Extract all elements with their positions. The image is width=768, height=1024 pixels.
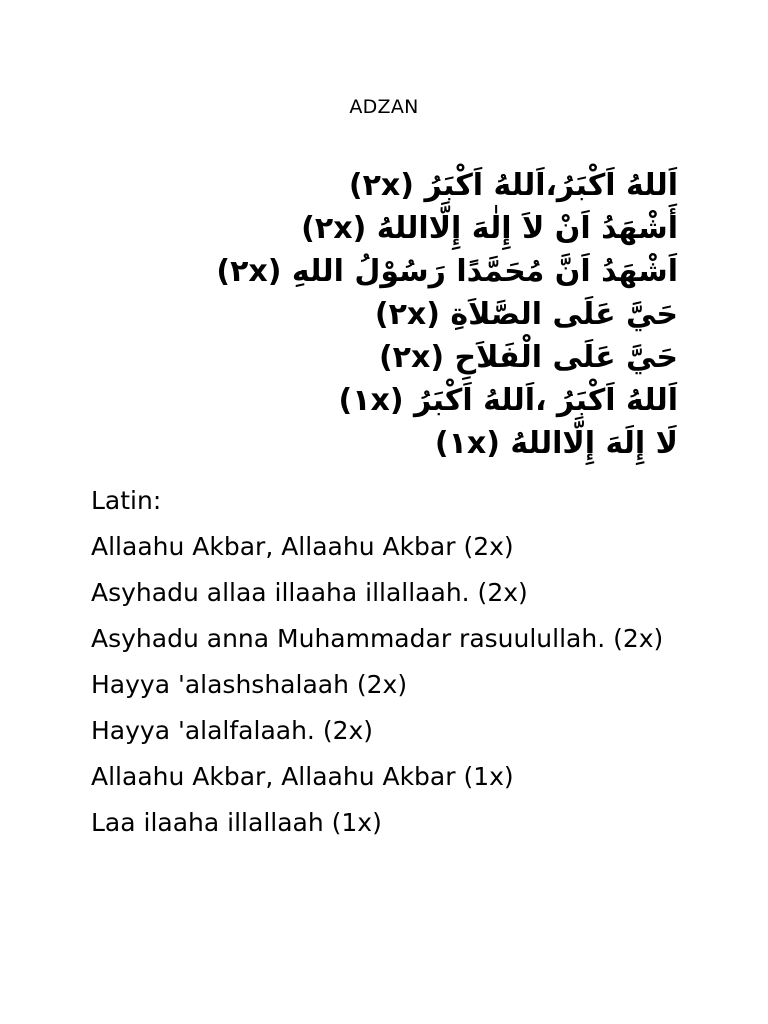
arabic-line-tahlil: لَا إِلَهَ إِلَّااللهُ (١x): [434, 426, 678, 461]
latin-line-syahadat-tauhid: Asyhadu allaa illaaha illallaah. (2x): [91, 578, 528, 607]
latin-line-takbir: Allaahu Akbar, Allaahu Akbar (2x): [91, 532, 514, 561]
arabic-line-takbir: اَللهُ اَكْبَرُ،اَللهُ اَكْبَرُ (٢x): [348, 168, 678, 203]
latin-line-hayya-falah: Hayya 'alalfalaah. (2x): [91, 716, 374, 745]
latin-line-hayya-shalah: Hayya 'alashshalaah (2x): [91, 670, 408, 699]
latin-text-block: [91, 484, 691, 852]
document-title: ADZAN: [349, 96, 419, 118]
latin-heading: Latin:: [91, 486, 162, 515]
arabic-text-block: [78, 164, 678, 465]
arabic-line-takbir-closing: اَللهُ اَكْبَرُ ،اَللهُ اَكْبَرُ (١x): [338, 383, 678, 418]
latin-line-takbir-closing: Allaahu Akbar, Allaahu Akbar (1x): [91, 762, 514, 791]
arabic-line-hayya-shalah: حَيَّ عَلَى الصَّلاَةِ (٢x): [374, 297, 678, 332]
arabic-line-syahadat-tauhid: أَشْهَدُ اَنْ لاَ إِلٰهَ إِلَّااللهُ (٢x): [301, 211, 678, 246]
arabic-line-syahadat-rasul: اَشْهَدُ اَنَّ مُحَمَّدًا رَسُوْلُ اللهِ (٢x): [216, 254, 678, 289]
arabic-line-hayya-falah: حَيَّ عَلَى الْفَلاَحِ (٢x): [378, 340, 678, 375]
latin-line-syahadat-rasul: Asyhadu anna Muhammadar rasuulullah. (2x): [91, 624, 664, 653]
latin-line-tahlil: Laa ilaaha illallaah (1x): [91, 808, 382, 837]
